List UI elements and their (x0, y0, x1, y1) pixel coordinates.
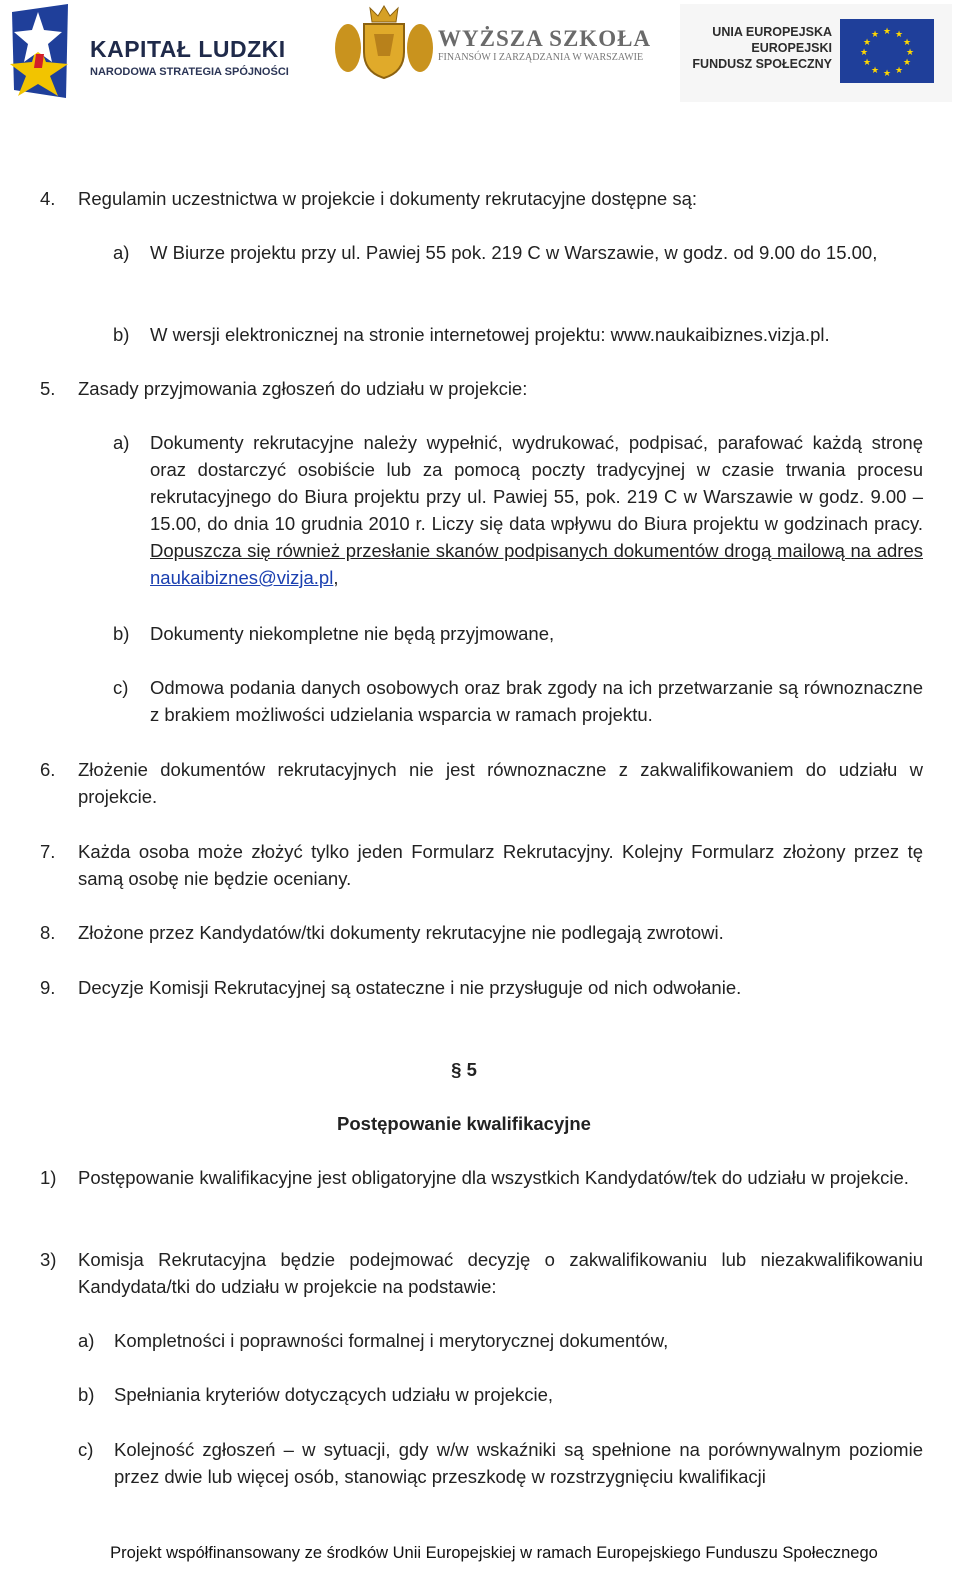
ue-line-1: UNIA EUROPEJSKA (712, 25, 832, 39)
item-8-number: 8. (40, 922, 56, 943)
ue-line-3: FUNDUSZ SPOŁECZNY (692, 57, 832, 71)
qual-3b-text: Spełniania kryteriów dotyczących udziału w projekcie, (114, 1384, 554, 1405)
item-4a-text: W Biurze projektu przy ul. Pawiej 55 pok. 219 C w Warszawie, w godz. od 9.00 do 15.00, (150, 242, 878, 263)
svg-text:★: ★ (902, 38, 912, 48)
item-4b-number: b) (113, 324, 130, 345)
qual-3c-number: c) (78, 1439, 94, 1460)
item-4-number: 4. (40, 188, 56, 209)
qual-3c-text: Kolejność zgłoszeń – w sytuacji, gdy w/w wskaźniki są spełnione na porównywalnym poziomie przez dwie lub więcej osób, stanowiąc przeszkodę w rozstrzygnięciu kwalifikacji (114, 1439, 923, 1487)
item-5a-text: Dokumenty rekrutacyjne należy wypełnić, wydrukować, podpisać, parafować każdą stronę oraz dostarczyć osobiście lub za pomocą poczty tradycyjnej w czasie trwania procesu rekrutacyjnego do Biura projektu przy ul. Pawiej 55, pok. 219 C w Warszawie w godz. 9.00 – 15.00, do dnia 10 grudnia 2010 r. Liczy się data wpływu do Biura projektu w godzinach pracy. (150, 432, 923, 534)
item-5-number: 5. (40, 378, 56, 399)
item-5a-underlined-text: Dopuszcza się również przesłanie skanów podpisanych dokumentów drogą mailową na adres (150, 540, 923, 561)
coat-of-arms-icon (334, 4, 434, 80)
item-6-number: 6. (40, 759, 56, 780)
ue-logo-text (684, 24, 832, 72)
qual-3a-number: a) (78, 1330, 95, 1351)
page-header (0, 0, 960, 104)
kapital-ludzki-star-icon (8, 4, 76, 98)
svg-text:★: ★ (862, 38, 872, 48)
svg-text:★: ★ (894, 66, 904, 76)
eu-flag-icon (840, 19, 934, 83)
item-5a-paragraph (150, 429, 923, 591)
item-8-text: Złożone przez Kandydatów/tki dokumenty rekrutacyjne nie podlegają zwrotowi. (78, 922, 724, 943)
svg-text:★: ★ (894, 30, 904, 40)
item-7-text: Każda osoba może złożyć tylko jeden Formularz Rekrutacyjny. Kolejny Formularz złożony przez tę samą osobę nie będzie oceniany. (78, 841, 923, 889)
qual-3-number: 3) (40, 1249, 57, 1270)
item-9-number: 9. (40, 977, 56, 998)
svg-text:★: ★ (902, 58, 912, 68)
wyzsza-szkola-logo (334, 4, 652, 90)
section-number: § 5 (451, 1059, 477, 1080)
qual-1-text: Postępowanie kwalifikacyjne jest obligatoryjne dla wszystkich Kandydatów/tek do udziału w projekcie. (78, 1167, 909, 1188)
section-title: Postępowanie kwalifikacyjne (337, 1113, 591, 1134)
item-5a-number: a) (113, 432, 130, 453)
item-4-text: Regulamin uczestnictwa w projekcie i dokumenty rekrutacyjne dostępne są: (78, 188, 698, 209)
item-9-text: Decyzje Komisji Rekrutacyjnej są ostateczne i nie przysługuje od nich odwołanie. (78, 977, 742, 998)
svg-text:★: ★ (870, 30, 880, 40)
page-footer: Projekt współfinansowany ze środków Unii Europejskiej w ramach Europejskiego Funduszu Społecznego (110, 1544, 878, 1562)
item-5-text: Zasady przyjmowania zgłoszeń do udziału w projekcie: (78, 378, 528, 399)
qual-3a-text: Kompletności i poprawności formalnej i merytorycznej dokumentów, (114, 1330, 669, 1351)
svg-text:★: ★ (905, 48, 915, 58)
item-5b-number: b) (113, 623, 130, 644)
svg-text:★: ★ (870, 66, 880, 76)
wyzsza-szkola-subtitle: FINANSÓW I ZARZĄDZANIA W WARSZAWIE (438, 52, 644, 63)
item-4a-number: a) (113, 242, 130, 263)
svg-text:★: ★ (859, 48, 869, 58)
email-link[interactable]: naukaibiznes@vizja.pl (150, 567, 334, 588)
qual-3b-number: b) (78, 1384, 95, 1405)
wyzsza-szkola-title: WYŻSZA SZKOŁA (438, 26, 652, 51)
svg-text:★: ★ (882, 69, 892, 79)
item-5b-text: Dokumenty niekompletne nie będą przyjmowane, (150, 623, 555, 644)
svg-text:★: ★ (862, 58, 872, 68)
unia-europejska-logo (680, 4, 952, 102)
item-4b-text: W wersji elektronicznej na stronie internetowej projektu: www.naukaibiznes.vizja.pl. (150, 324, 830, 345)
item-5a-tail: , (333, 567, 339, 588)
ue-line-2: EUROPEJSKI (751, 41, 832, 55)
kapital-ludzki-title: KAPITAŁ LUDZKI (90, 36, 286, 62)
qual-3-text: Komisja Rekrutacyjna będzie podejmować decyzję o zakwalifikowaniu lub niezakwalifikowaniu Kandydata/tki do udziału w projekcie na podstawie: (78, 1249, 923, 1297)
item-7-number: 7. (40, 841, 56, 862)
svg-text:★: ★ (882, 27, 892, 37)
item-5c-text: Odmowa podania danych osobowych oraz brak zgody na ich przetwarzanie są równoznaczne z brakiem możliwości udzielania wsparcia w ramach projektu. (150, 677, 923, 725)
kapital-ludzki-subtitle: NARODOWA STRATEGIA SPÓJNOŚCI (90, 66, 289, 78)
item-5c-number: c) (113, 677, 129, 698)
item-6-text: Złożenie dokumentów rekrutacyjnych nie jest równoznaczne z zakwalifikowaniem do udziału w projekcie. (78, 759, 923, 807)
qual-1-number: 1) (40, 1167, 57, 1188)
kapital-ludzki-logo (8, 4, 308, 100)
